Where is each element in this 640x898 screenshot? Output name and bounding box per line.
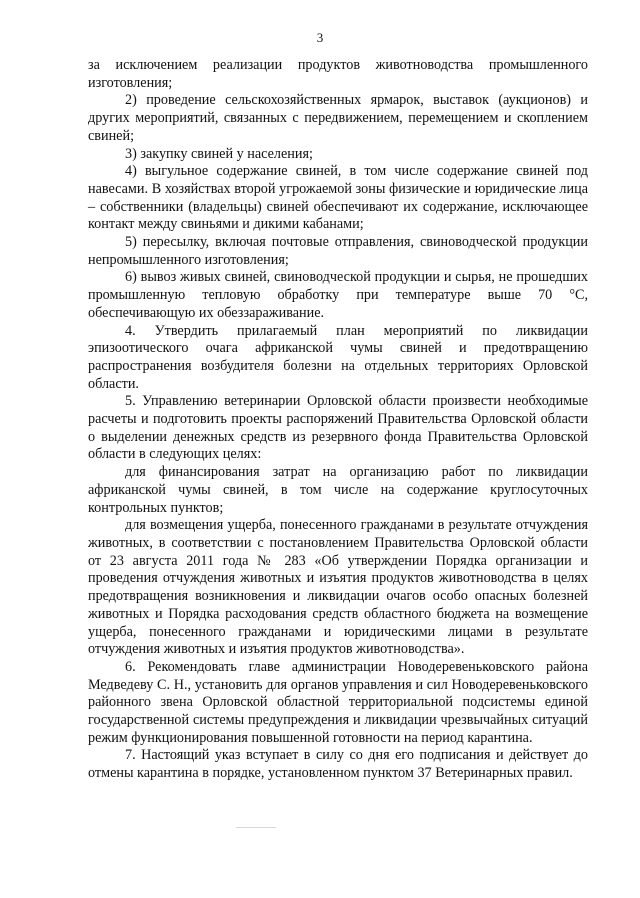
paragraph-item-3-purchase: 3) закупку свиней у населения; bbox=[125, 145, 313, 162]
paragraph-clause-4: 4. Утвердить прилагаемый план мероприятий по ликвидации эпизоотического очага африканской чумы свиней и предотвращению распространения возбудителя болезни на отдельных территориях Орловской области. bbox=[88, 322, 588, 392]
page-number: 3 bbox=[316, 30, 324, 45]
paragraph-clause-5-compensation: для возмещения ущерба, понесенного гражданами в результате отчуждения животных, в соответствии с постановлением Правительства Орловской области от 23 августа 2011 года № 283 «Об утверждении Порядка организации и проведения отчуждения животных и изъятия продуктов животноводства в целях предотвращения возникновения и ликвидации очагов особо опасных болезней животных и Порядка расходования средств областного бюджета на возмещение ущерба, понесенного гражданами и юридическими лицами в результате отчуждения животных и изъятия продуктов животноводства». bbox=[88, 517, 588, 658]
scan-artifact bbox=[236, 827, 276, 828]
paragraph-item-4-outdoor-keeping: 4) выгульное содержание свиней, в том числе содержание свиней под навесами. В хозяйствах второй угрожаемой зоны физические и юридические лица – собственники (владельцы) свиней обеспечивают их содержание, исключающее контакт между свиньями и дикими кабанами; bbox=[88, 163, 588, 233]
paragraph-continuation: за исключением реализации продуктов животноводства промышленного изготовления; bbox=[88, 57, 588, 91]
paragraph-clause-5-financing: для финансирования затрат на организацию работ по ликвидации африканской чумы свиней, в том числе на содержание круглосуточных контрольных пунктов; bbox=[88, 464, 588, 516]
paragraph-clause-5: 5. Управлению ветеринарии Орловской области произвести необходимые расчеты и подготовить проекты распоряжений Правительства Орловской области о выделении денежных средств из резервного фонда Правительства Орловской области в следующих целях: bbox=[88, 393, 588, 463]
paragraph-clause-6: 6. Рекомендовать главе администрации Новодеревеньковского района Медведеву С. Н., установить для органов управления и сил Новодеревеньковского районного звена Орловской областной территориальной подсистемы единой государственной системы предупреждения и ликвидации чрезвычайных ситуаций режим функционирования повышенной готовности на период карантина. bbox=[88, 658, 588, 746]
paragraph-item-2-fairs: 2) проведение сельскохозяйственных ярмарок, выставок (аукционов) и других мероприятий, связанных с передвижением, перемещением и скоплением свиней; bbox=[88, 92, 588, 144]
paragraph-item-5-shipping: 5) пересылку, включая почтовые отправления, свиноводческой продукции непромышленного изготовления; bbox=[88, 234, 588, 268]
document-body bbox=[88, 57, 588, 783]
paragraph-clause-7: 7. Настоящий указ вступает в силу со дня его подписания и действует до отмены карантина в порядке, установленном пунктом 37 Ветеринарных правил. bbox=[88, 747, 588, 782]
paragraph-item-6-export: 6) вывоз живых свиней, свиноводческой продукции и сырья, не прошедших промышленную тепловую обработку при температуре выше 70 °С, обеспечивающую их обеззараживание. bbox=[88, 269, 588, 321]
